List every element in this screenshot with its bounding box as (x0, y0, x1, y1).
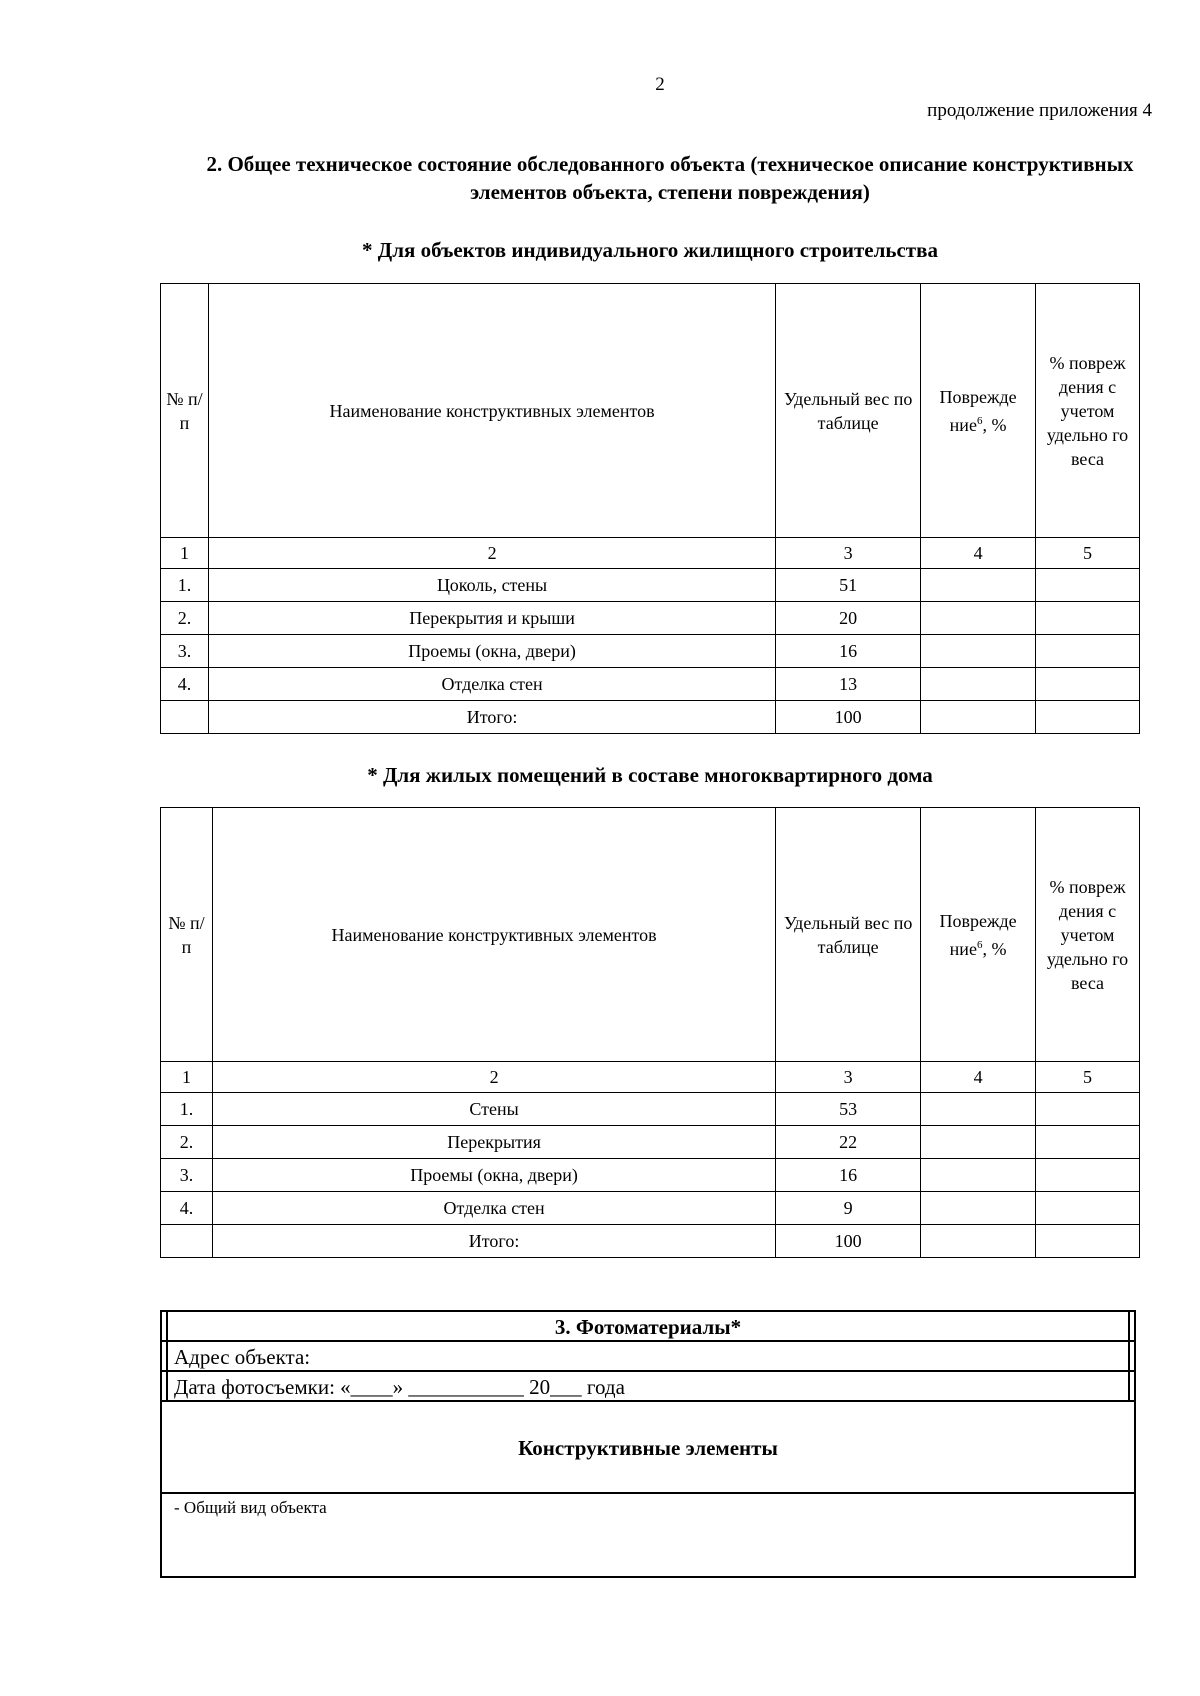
row-weighted-cell[interactable] (1036, 1192, 1140, 1225)
col-number: 1 (161, 1062, 213, 1093)
row-num: 3. (161, 1159, 213, 1192)
row-damage-cell[interactable] (921, 1126, 1036, 1159)
table-row (161, 1159, 1140, 1192)
table-total-row (161, 1225, 1140, 1258)
row-weight: 51 (776, 569, 921, 602)
row-damage-cell[interactable] (921, 1159, 1036, 1192)
col-number: 4 (921, 538, 1036, 569)
row-num: 3. (161, 635, 209, 668)
row-name: Проемы (окна, двери) (208, 635, 775, 668)
row-name: Стены (212, 1093, 775, 1126)
row-num: 4. (161, 668, 209, 701)
table-row (161, 635, 1140, 668)
col-number: 2 (212, 1062, 775, 1093)
header-name: Наименование конструктивных элементов (212, 808, 775, 1062)
row-name: Отделка стен (208, 668, 775, 701)
row-num (161, 1225, 213, 1258)
row-weighted-cell[interactable] (1036, 602, 1140, 635)
row-name: Итого: (208, 701, 775, 734)
row-num (161, 701, 209, 734)
row-weighted-cell[interactable] (1036, 569, 1140, 602)
row-weighted-cell[interactable] (1036, 635, 1140, 668)
row-damage-cell[interactable] (921, 602, 1036, 635)
row-weight: 100 (776, 701, 921, 734)
row-weight: 16 (776, 1159, 921, 1192)
table-row (161, 569, 1140, 602)
col-number: 3 (776, 1062, 921, 1093)
row-weight: 13 (776, 668, 921, 701)
appendix-note: продолжение приложения 4 (927, 100, 1152, 121)
header-weighted-damage: % повреж дения с учетом удельно го веса (1036, 284, 1140, 538)
row-damage-cell[interactable] (921, 635, 1036, 668)
header-damage: Поврежде ние$^6$, % (921, 284, 1036, 538)
row-weighted-cell[interactable] (1036, 701, 1140, 734)
column-numbers-row (161, 538, 1140, 569)
col-number: 5 (1036, 538, 1140, 569)
col-number: 1 (161, 538, 209, 569)
col-number: 5 (1036, 1062, 1140, 1093)
constructive-elements-heading: Конструктивные элементы (162, 1402, 1134, 1494)
table-mkd (160, 807, 1140, 1258)
table-row (161, 1126, 1140, 1159)
row-num: 4. (161, 1192, 213, 1225)
photo-date-field[interactable]: Дата фотосъемки: «____» ___________ 20___ года (162, 1372, 1134, 1402)
row-num: 2. (161, 602, 209, 635)
table-row (161, 668, 1140, 701)
row-name: Отделка стен (212, 1192, 775, 1225)
col-number: 4 (921, 1062, 1036, 1093)
row-weight: 53 (776, 1093, 921, 1126)
row-name: Проемы (окна, двери) (212, 1159, 775, 1192)
row-weight: 22 (776, 1126, 921, 1159)
row-weighted-cell[interactable] (1036, 1225, 1140, 1258)
row-weighted-cell[interactable] (1036, 1159, 1140, 1192)
header-damage: Поврежде ние$^6$, % (921, 808, 1036, 1062)
row-weighted-cell[interactable] (1036, 1093, 1140, 1126)
header-weight: Удельный вес по таблице (776, 808, 921, 1062)
row-num: 2. (161, 1126, 213, 1159)
column-numbers-row (161, 1062, 1140, 1093)
row-damage-cell[interactable] (921, 1093, 1036, 1126)
row-weight: 20 (776, 602, 921, 635)
row-name: Цоколь, стены (208, 569, 775, 602)
col-number: 2 (208, 538, 775, 569)
header-name: Наименование конструктивных элементов (208, 284, 775, 538)
general-view-label: - Общий вид объекта (174, 1498, 327, 1517)
row-damage-cell[interactable] (921, 701, 1036, 734)
row-damage-cell[interactable] (921, 1192, 1036, 1225)
photo-section-title: 3. Фотоматериалы* (162, 1312, 1134, 1342)
row-name: Итого: (212, 1225, 775, 1258)
header-num: № п/п (161, 808, 213, 1062)
table-row (161, 602, 1140, 635)
row-weight: 100 (776, 1225, 921, 1258)
table-row (161, 1093, 1140, 1126)
row-weighted-cell[interactable] (1036, 668, 1140, 701)
row-weighted-cell[interactable] (1036, 1126, 1140, 1159)
header-weighted-damage: % повреж дения с учетом удельно го веса (1036, 808, 1140, 1062)
row-damage-cell[interactable] (921, 1225, 1036, 1258)
address-field[interactable]: Адрес объекта: (162, 1342, 1134, 1372)
section-title: 2. Общее техническое состояние обследованного объекта (техническое описание конструктивных элементов объекта, степени повреждения) (206, 152, 1134, 204)
row-num: 1. (161, 1093, 213, 1126)
col-number: 3 (776, 538, 921, 569)
table-header-row (161, 808, 1140, 1062)
table-total-row (161, 701, 1140, 734)
page-number: 2 (655, 74, 665, 95)
header-weight: Удельный вес по таблице (776, 284, 921, 538)
row-damage-cell[interactable] (921, 668, 1036, 701)
row-weight: 9 (776, 1192, 921, 1225)
row-name: Перекрытия и крыши (208, 602, 775, 635)
row-num: 1. (161, 569, 209, 602)
header-num: № п/ п (161, 284, 209, 538)
row-weight: 16 (776, 635, 921, 668)
table-mkd-subtitle: * Для жилых помещений в составе многоквартирного дома (367, 763, 933, 787)
table-ijs (160, 283, 1140, 734)
table-header-row (161, 284, 1140, 538)
row-damage-cell[interactable] (921, 569, 1036, 602)
table-ijs-subtitle: * Для объектов индивидуального жилищного строительства (362, 238, 938, 262)
photo-materials-block (160, 1310, 1136, 1578)
row-name: Перекрытия (212, 1126, 775, 1159)
table-row (161, 1192, 1140, 1225)
